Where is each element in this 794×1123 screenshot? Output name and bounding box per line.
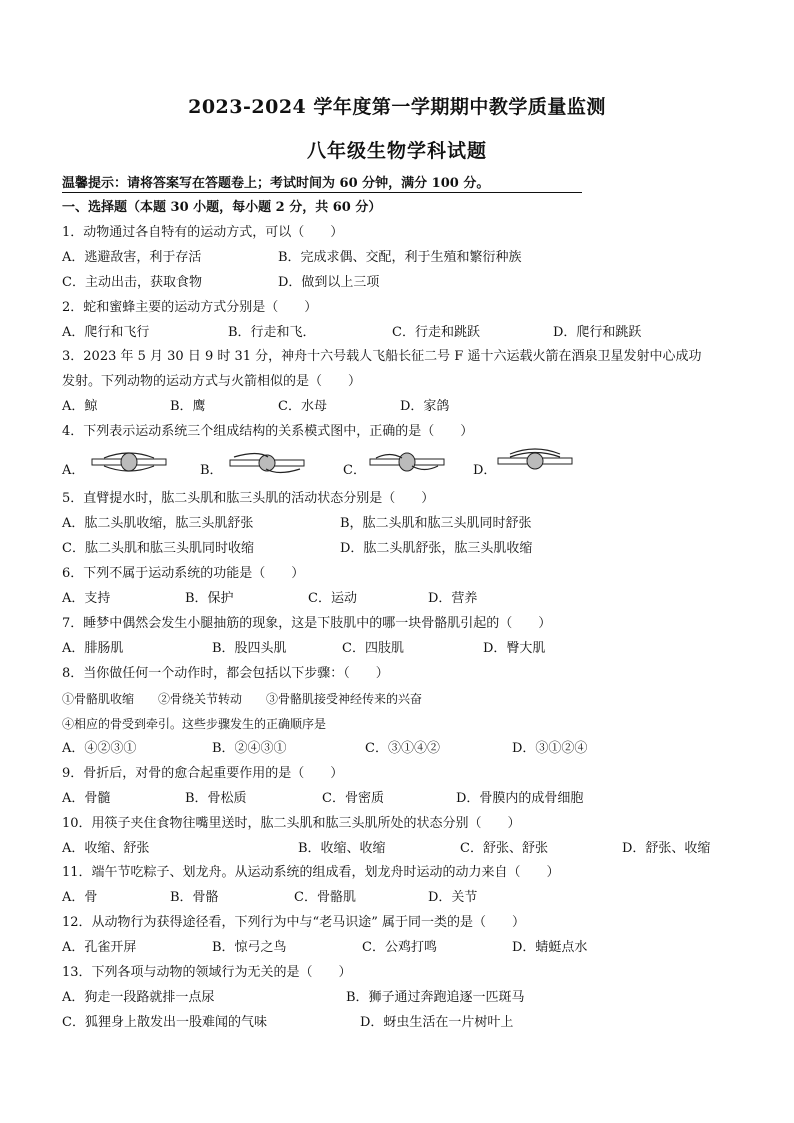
q3-option-c: C．水母 <box>278 399 327 414</box>
q1-stem: 1．动物通过各自特有的运动方式，可以（ ） <box>62 225 344 240</box>
q8-stem: 8．当你做任何一个动作时，都会包括以下步骤：（ ） <box>62 666 389 681</box>
q12-option-a: A．孔雀开屏 <box>62 940 137 955</box>
q3-option-b: B．鹰 <box>170 399 206 414</box>
q1-option-a: A．逃避敌害，利于存活 <box>62 250 202 265</box>
q3-option-d: D．家鸽 <box>400 399 450 414</box>
q4-option-a: A． <box>62 463 85 478</box>
section-heading: 一、选择题（本题 30 小题，每小题 2 分，共 60 分） <box>62 200 382 215</box>
q11-stem: 11．端午节吃粽子、划龙舟。从运动系统的组成看，划龙舟时运动的动力来自（ ） <box>62 865 560 880</box>
q12-stem: 12．从动物行为获得途径看，下列行为中与“老马识途” 属于同一类的是（ ） <box>62 915 525 930</box>
q10-option-c: C．舒张、舒张 <box>460 841 548 856</box>
q10-option-d: D．舒张、收缩 <box>622 841 711 856</box>
q5-option-b: B，肱二头肌和肱三头肌同时舒张 <box>340 516 532 531</box>
q8-option-b: B．②④③① <box>212 741 287 756</box>
q4-option-c: C． <box>343 463 366 478</box>
q12-option-b: B．惊弓之鸟 <box>212 940 287 955</box>
q13-option-c: C．狐狸身上散发出一股难闻的气味 <box>62 1015 267 1030</box>
q6-option-a: A．支持 <box>62 591 111 606</box>
q7-stem: 7．睡梦中偶然会发生小腿抽筋的现象，这是下肢肌中的哪一块骨骼肌引起的（ ） <box>62 616 552 631</box>
q9-option-b: B．骨松质 <box>185 791 247 806</box>
q6-stem: 6．下列不属于运动系统的功能是（ ） <box>62 566 305 581</box>
q9-option-a: A．骨髓 <box>62 791 111 806</box>
q5-stem: 5．直臂提水时，肱二头肌和肱三头肌的活动状态分别是（ ） <box>62 491 435 506</box>
q12-option-d: D．蜻蜓点水 <box>512 940 588 955</box>
q2-option-a: A．爬行和飞行 <box>62 325 150 340</box>
q10-stem: 10．用筷子夹住食物往嘴里送时，肱二头肌和肱三头肌所处的状态分别（ ） <box>62 816 521 831</box>
q2-option-d: D．爬行和跳跃 <box>553 325 642 340</box>
q2-option-b: B．行走和飞． <box>228 325 316 340</box>
q4-option-d: D． <box>473 463 497 478</box>
q1-option-d: D．做到以上三项 <box>278 275 380 290</box>
q13-stem: 13．下列各项与动物的领域行为无关的是（ ） <box>62 965 352 980</box>
q4-joint-diagram-a-icon <box>90 448 168 476</box>
q6-option-b: B．保护 <box>185 591 234 606</box>
exam-subtitle: 八年级生物学科试题 <box>306 140 487 162</box>
q8-steps-line2: ④相应的骨受到牵引。这些步骤发生的正确顺序是 <box>62 717 327 731</box>
q3-option-a: A．鲸 <box>62 399 98 414</box>
q2-stem: 2．蛇和蜜蜂主要的运动方式分别是（ ） <box>62 300 318 315</box>
q8-option-d: D．③①②④ <box>512 741 588 756</box>
q10-option-a: A．收缩、舒张 <box>62 841 150 856</box>
q9-option-d: D．骨膜内的成骨细胞 <box>456 791 584 806</box>
warm-tip: 温馨提示：请将答案写在答题卷上；考试时间为 60 分钟，满分 100 分。 <box>62 172 582 193</box>
q13-option-d: D．蚜虫生活在一片树叶上 <box>360 1015 514 1030</box>
q4-option-b: B． <box>200 463 223 478</box>
q7-option-d: D．臀大肌 <box>483 641 546 656</box>
q5-option-c: C．肱二头肌和肱三头肌同时收缩 <box>62 541 254 556</box>
q11-option-c: C．骨骼肌 <box>294 890 356 905</box>
q12-option-c: C．公鸡打鸣 <box>362 940 437 955</box>
q8-option-a: A．④②③① <box>62 741 137 756</box>
q5-option-d: D．肱二头肌舒张，肱三头肌收缩 <box>340 541 533 556</box>
q4-joint-diagram-b-icon <box>228 448 306 476</box>
q4-stem: 4．下列表示运动系统三个组成结构的关系模式图中，正确的是（ ） <box>62 424 474 439</box>
q1-option-c: C．主动出击，获取食物 <box>62 275 202 290</box>
q4-joint-diagram-c-icon <box>368 448 446 476</box>
q9-option-c: C．骨密质 <box>322 791 384 806</box>
q11-option-a: A．骨 <box>62 890 98 905</box>
q6-option-d: D．营养 <box>428 591 478 606</box>
q8-option-c: C．③①④② <box>365 741 440 756</box>
q7-option-c: C．四肢肌 <box>342 641 404 656</box>
q6-option-c: C．运动 <box>308 591 357 606</box>
q7-option-a: A．腓肠肌 <box>62 641 124 656</box>
q7-option-b: B．股四头肌 <box>212 641 287 656</box>
q8-steps-line1: ①骨骼肌收缩 ②骨绕关节转动 ③骨骼肌接受神经传来的兴奋 <box>62 692 423 706</box>
q1-option-b: B．完成求偶、交配，利于生殖和繁衍种族 <box>278 250 522 265</box>
q5-option-a: A．肱二头肌收缩，肱三头肌舒张 <box>62 516 254 531</box>
q3-stem-line2: 发射。下列动物的运动方式与火箭相似的是（ ） <box>62 374 362 389</box>
q11-option-d: D．关节 <box>428 890 478 905</box>
q11-option-b: B．骨骼 <box>170 890 219 905</box>
q9-stem: 9．骨折后，对骨的愈合起重要作用的是（ ） <box>62 766 344 781</box>
q2-option-c: C．行走和跳跃 <box>392 325 480 340</box>
q13-option-a: A．狗走一段路就排一点尿 <box>62 990 215 1005</box>
exam-title: 2023-2024 学年度第一学期期中教学质量监测 <box>188 96 606 118</box>
q10-option-b: B．收缩、收缩 <box>298 841 386 856</box>
q13-option-b: B．狮子通过奔跑追逐一匹斑马 <box>346 990 525 1005</box>
q3-stem-line1: 3．2023 年 5 月 30 日 9 时 31 分，神舟十六号载人飞船长征二号 F 遥十六运载火箭在酒泉卫星发射中心成功 <box>62 349 702 364</box>
q4-joint-diagram-d-icon <box>496 446 574 474</box>
